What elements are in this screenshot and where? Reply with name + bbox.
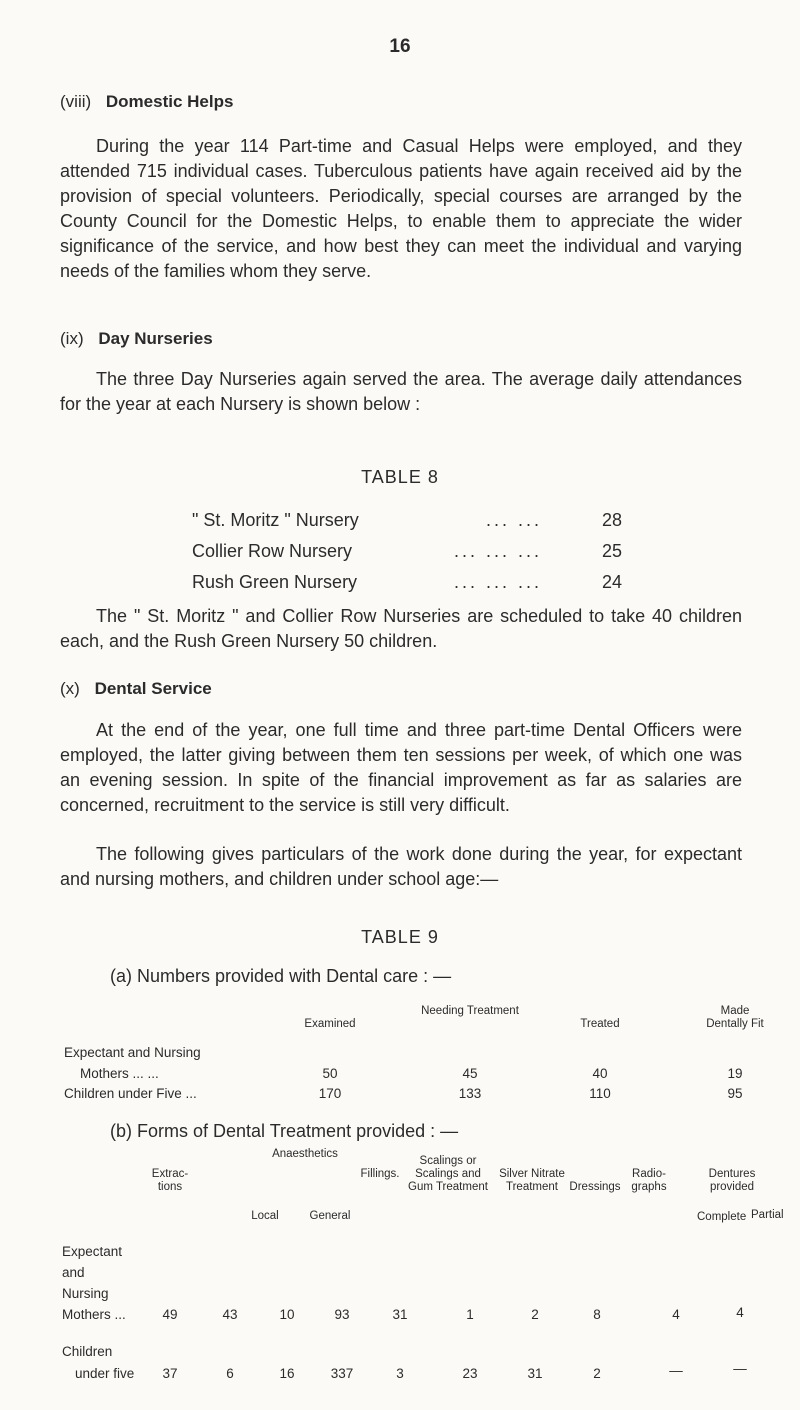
value-examined: 170 xyxy=(318,1086,342,1101)
nursery-row xyxy=(192,541,622,562)
nursery-name: " St. Moritz " Nursery xyxy=(192,510,359,530)
header-fillings: Fillings. xyxy=(360,1168,400,1180)
header-examined: Examined xyxy=(304,1018,356,1030)
row-label-line2: Mothers ... ... xyxy=(80,1066,159,1081)
header-anaesthetics: Anaesthetics xyxy=(272,1148,338,1160)
header-radiographs: Radio- graphs xyxy=(631,1168,667,1193)
header-local: Local xyxy=(251,1210,279,1222)
nursery-attendance: 24 xyxy=(601,572,622,592)
leader-dots: ... ... ... xyxy=(453,572,542,592)
dental-paragraph-1: At the end of the year, one full time and three part-time Dental Officers were employed, the latter giving between them ten sessions per week, of which one was an evening session. In spite of the financial improvement as far as salaries are concerned, recruitment to the service is still very difficult. xyxy=(60,720,742,815)
section-title: Dental Service xyxy=(94,679,212,698)
nurseries-footer: The " St. Moritz " and Collier Row Nurseries are scheduled to take 40 children each, and the Rush Green Nursery 50 children. xyxy=(60,606,742,651)
header-general: General xyxy=(309,1210,351,1222)
row-label: Nursing xyxy=(62,1286,109,1301)
header-partial: Partial xyxy=(751,1209,784,1221)
section-title: Domestic Helps xyxy=(105,92,234,111)
page-number: 16 xyxy=(389,36,411,57)
row-label-line1: Expectant and Nursing xyxy=(64,1045,201,1060)
row-label: under five xyxy=(75,1366,135,1381)
nursery-name: Rush Green Nursery xyxy=(192,572,358,592)
header-needing-treatment: Needing Treatment xyxy=(421,1005,519,1017)
value-general: 10 xyxy=(279,1307,295,1322)
value-partial: 4 xyxy=(736,1305,744,1320)
value-silver-nitrate: 1 xyxy=(466,1307,474,1322)
value-extractions: 49 xyxy=(162,1307,178,1322)
nursery-attendance: 25 xyxy=(601,541,622,561)
nursery-row xyxy=(192,572,622,593)
value-extractions: 37 xyxy=(162,1366,178,1381)
header-dressings: Dressings xyxy=(569,1181,621,1193)
value-examined: 50 xyxy=(322,1066,338,1081)
value-treated: 110 xyxy=(589,1086,611,1101)
section-heading-domestic-helps xyxy=(60,92,233,112)
value-partial: — xyxy=(733,1361,747,1376)
value-needing-treatment: 45 xyxy=(462,1066,478,1081)
value-radiographs: 8 xyxy=(593,1307,601,1322)
section-number: (x) xyxy=(60,679,80,698)
value-silver-nitrate: 23 xyxy=(462,1366,478,1381)
value-scalings: 3 xyxy=(396,1366,404,1381)
value-dressings: 31 xyxy=(527,1366,543,1381)
table-8-title: TABLE 8 xyxy=(361,467,439,487)
header-made-dentally-fit: Made Dentally Fit xyxy=(706,1005,764,1030)
nursery-name: Collier Row Nursery xyxy=(192,541,353,561)
value-treated: 40 xyxy=(592,1066,608,1081)
value-general: 16 xyxy=(279,1366,295,1381)
header-scalings: Scalings or Scalings and Gum Treatment xyxy=(408,1155,488,1193)
row-label: Mothers ... xyxy=(62,1307,126,1322)
section-heading-day-nurseries xyxy=(60,329,213,349)
value-needing-treatment: 133 xyxy=(458,1086,482,1101)
section-title: Day Nurseries xyxy=(98,329,213,348)
row-label-line2: Children under Five ... xyxy=(64,1086,197,1101)
value-made-fit: 95 xyxy=(727,1086,743,1101)
value-complete: 4 xyxy=(672,1307,680,1322)
value-fillings: 93 xyxy=(334,1307,350,1322)
part-a-caption: (a) Numbers provided with Dental care : — xyxy=(110,966,452,986)
value-complete: — xyxy=(669,1363,683,1378)
header-silver-nitrate: Silver Nitrate Treatment xyxy=(499,1168,565,1193)
table-9-title: TABLE 9 xyxy=(361,927,439,947)
value-local: 43 xyxy=(222,1307,238,1322)
section-number: (ix) xyxy=(60,329,84,348)
value-scalings: 31 xyxy=(392,1307,408,1322)
header-dentures: Dentures provided xyxy=(708,1168,756,1193)
section-number: (viii) xyxy=(60,92,92,111)
row-label: Children xyxy=(62,1344,113,1359)
row-label: and xyxy=(62,1265,85,1280)
value-radiographs: 2 xyxy=(593,1366,601,1381)
value-local: 6 xyxy=(226,1366,234,1381)
dental-paragraph-2: The following gives particulars of the work done during the year, for expectant and nursing mothers, and children under school age:— xyxy=(60,844,742,889)
header-complete: Complete xyxy=(697,1211,747,1223)
value-dressings: 2 xyxy=(531,1307,539,1322)
nursery-row xyxy=(192,510,622,531)
row-label: Expectant xyxy=(62,1244,123,1259)
domestic-helps-paragraph: During the year 114 Part-time and Casual Helps were employed, and they attended 715 individual cases. Tuberculous patients have again received aid by the provision of special volunteers. Periodically, special courses are arranged by the County Council for the Domestic Helps, to enable them to appreciate the wider significance of the service, and how best they can meet the individual and varying needs of the families whom they serve. xyxy=(60,136,742,281)
part-b-caption: (b) Forms of Dental Treatment provided : — xyxy=(110,1121,459,1141)
header-treated: Treated xyxy=(580,1018,620,1030)
nursery-attendance: 28 xyxy=(601,510,622,530)
leader-dots: ... ... ... xyxy=(453,541,542,561)
leader-dots: ... ... xyxy=(485,510,542,530)
section-heading-dental-service xyxy=(60,679,212,699)
value-made-fit: 19 xyxy=(727,1066,743,1081)
header-extractions: Extrac- tions xyxy=(151,1168,189,1193)
day-nurseries-intro: The three Day Nurseries again served the area. The average daily attendances for the year at each Nursery is shown below : xyxy=(60,369,742,414)
value-fillings: 337 xyxy=(330,1366,354,1381)
